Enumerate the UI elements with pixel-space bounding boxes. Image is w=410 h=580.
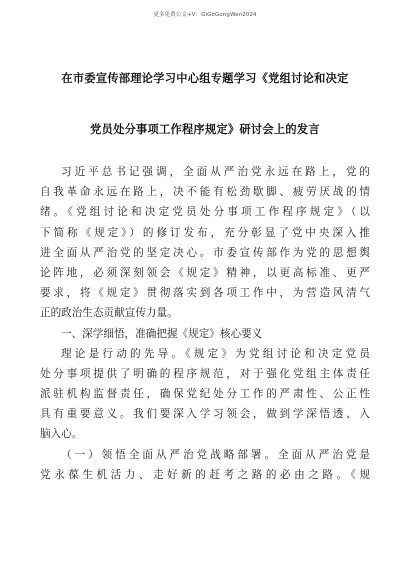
watermark-header: 更多免费公文+V：GiGoGongWen2024 (153, 12, 257, 18)
body-line: 正的政治生态贡献宣传力量。 (40, 307, 178, 320)
body-line: 绪。《党组讨论和决定党员处分事项工作程序规定》（以 (40, 206, 370, 219)
body-line: 自我革命永远在路上，决不能有松劲歇脚、疲劳厌战的情 (40, 186, 370, 199)
subsection-line: （一）领悟全面从严治党战略部署。全面从严治党是 (61, 448, 370, 461)
document-body (40, 162, 370, 485)
body-line: 党永葆生机活力、走好新的赶考之路的必由之路。《规 (40, 468, 370, 481)
document-title-line-1: 在市委宣传部理论学习中心组专题学习《党组讨论和决定 (61, 72, 349, 85)
body-line: 派驻机构监督责任，确保党纪处分工作的严肃性、公正性 (40, 388, 370, 401)
body-line: 要求，将《规定》贯彻落实到各项工作中，为营造风清气 (40, 287, 370, 300)
body-line: 论阵地，必须深刻领会《规定》精神，以更高标准、更严 (40, 266, 370, 279)
body-line: 理论是行动的先导。《规定》为党组讨论和决定党员 (61, 347, 370, 360)
body-line: 处分事项提供了明确的程序规范，对于强化党组主体责任 (40, 367, 370, 380)
body-line: 具有重要意义。我们要深入学习领会，做到学深悟透、入 (40, 408, 370, 421)
body-line: 下简称《规定》）的修订发布，充分彰显了党中央深入推 (40, 226, 370, 239)
body-line: 习近平总书记强调，全面从严治党永远在路上，党的 (61, 166, 370, 178)
section-heading: 一、深学细悟，准确把握《规定》核心要义 (61, 327, 263, 340)
document-title-line-2: 党员处分事项工作程序规定》研讨会上的发言 (90, 123, 320, 136)
body-line: 脑入心。 (40, 428, 83, 441)
body-line: 进全面从严治党的坚定决心。市委宣传部作为党的思想舆 (40, 246, 370, 259)
